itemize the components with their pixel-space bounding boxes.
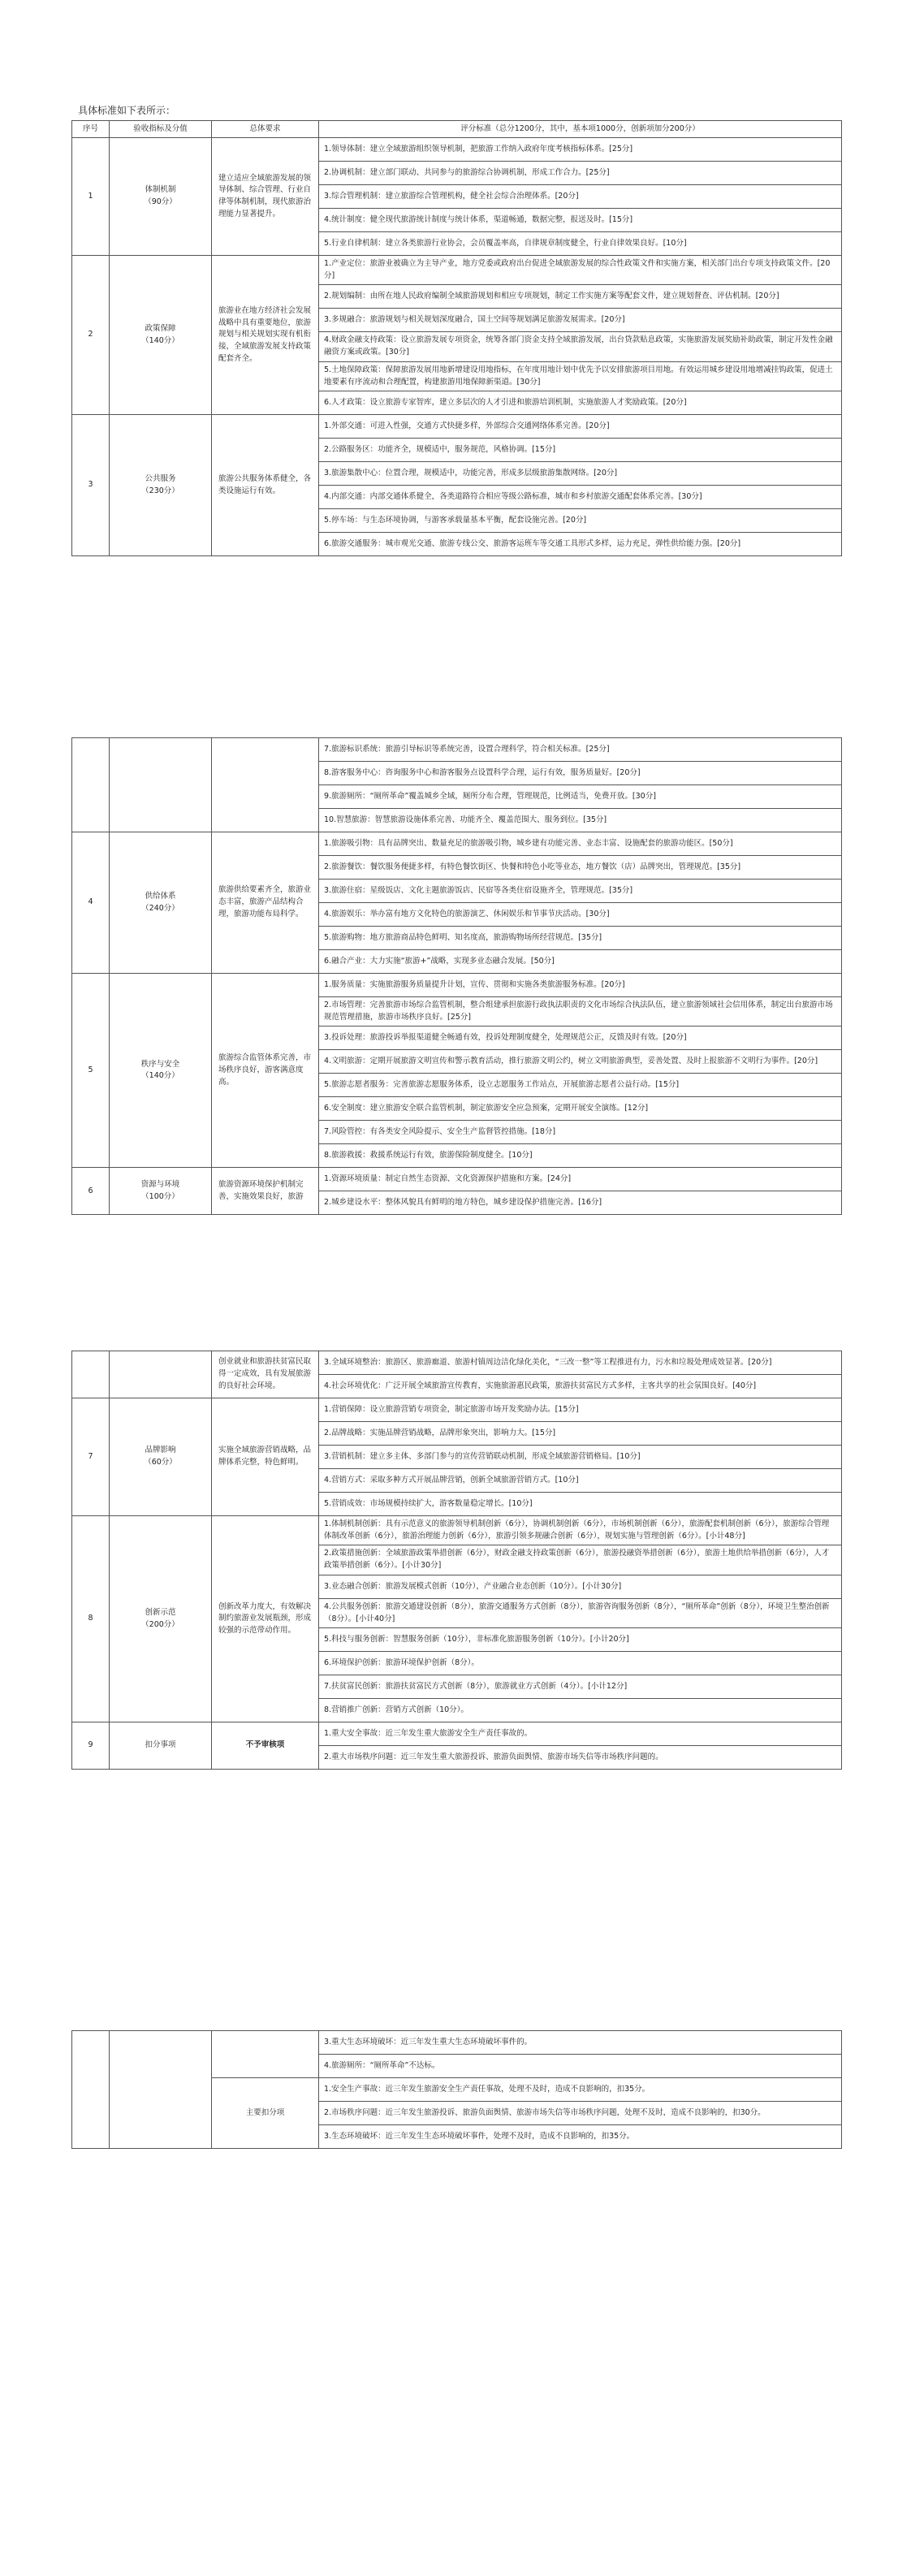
table-row xyxy=(72,832,842,856)
section-score: （100分） xyxy=(141,1191,179,1201)
standard-item: 9.旅游厕所：“厕所革命”覆盖城乡全域，厕所分布合理，管理规范，比例适当，免费开放。[30分] xyxy=(319,785,842,809)
standard-item: 2.公路服务区：功能齐全，规模适中，服务规范，风格协调。[15分] xyxy=(319,439,842,462)
table-row xyxy=(72,1722,842,1746)
section-name xyxy=(110,1168,212,1215)
standard-item: 6.融合产业：大力实施“旅游+”战略，实现多业态融合发展。[50分] xyxy=(319,950,842,974)
standard-item: 4.文明旅游：定期开展旅游文明宣传和警示教育活动，推行旅游文明公约，树立文明旅游典型，妥善处置、及时上报旅游不文明行为事件。[20分] xyxy=(319,1050,842,1074)
standard-item: 1.重大安全事故：近三年发生重大旅游安全生产责任事故的。 xyxy=(319,1722,842,1746)
standard-item: 3.生态环境破坏：近三年发生生态环境破坏事件，处理不及时，造成不良影响的，扣35分。 xyxy=(319,2125,842,2149)
standard-item: 3.重大生态环境破坏：近三年发生重大生态环境破坏事件的。 xyxy=(319,2031,842,2055)
standard-item: 7.扶贫富民创新：旅游扶贫富民方式创新（8分），旅游就业方式创新（4分）。[小计12分] xyxy=(319,1675,842,1699)
section-number: 6 xyxy=(72,1168,110,1215)
standard-item: 1.外部交通：可进入性强，交通方式快捷多样，外部综合交通网络体系完善。[20分] xyxy=(319,415,842,439)
section-name xyxy=(110,256,212,415)
header-cell: 验收指标及分值 xyxy=(110,121,212,138)
continued-cell xyxy=(212,2031,319,2078)
standard-item: 5.科技与服务创新：智慧服务创新（10分），非标准化旅游服务创新（10分）。[小计20分] xyxy=(319,1628,842,1652)
standard-item: 5.旅游志愿者服务：完善旅游志愿服务体系，设立志愿服务工作站点，开展旅游志愿者公益行动。[15分] xyxy=(319,1074,842,1097)
section-summary: 创业就业和旅游扶贫富民取得一定成效，具有发展旅游的良好社会环境。 xyxy=(212,1351,319,1398)
standard-item: 3.营销机制：建立多主体、多部门参与的宣传营销联动机制，形成全域旅游营销格局。[10分] xyxy=(319,1446,842,1469)
standard-item: 5.土地保障政策：保障旅游发展用地新增建设用地指标，在年度用地计划中优先予以安排旅游项目用地。有效运用城乡建设用地增减挂钩政策，促进土地要素有序流动和合理配置，构建旅游用地保障新渠道。[30分] xyxy=(319,361,842,391)
page-title: 具体标准如下表所示： xyxy=(78,105,176,116)
standard-item: 2.城乡建设水平：整体风貌具有鲜明的地方特色，城乡建设保护措施完善。[16分] xyxy=(319,1191,842,1215)
table-row xyxy=(72,1351,842,1375)
section-title: 体制机制 xyxy=(145,185,176,195)
table-row xyxy=(72,2031,842,2055)
standard-item: 6.人才政策：设立旅游专家智库，建立多层次的人才引进和旅游培训机制，实施旅游人才奖励政策。[20分] xyxy=(319,391,842,415)
continued-cell xyxy=(72,2031,110,2149)
section-name xyxy=(110,832,212,974)
section-score: （200分） xyxy=(141,1619,179,1629)
section-number: 3 xyxy=(72,415,110,556)
standard-item: 7.旅游标识系统：旅游引导标识等系统完善，设置合理科学，符合相关标准。[25分] xyxy=(319,738,842,762)
standard-item: 5.行业自律机制：建立各类旅游行业协会，会员覆盖率高，自律规章制度健全，行业自律效果良好。[10分] xyxy=(319,232,842,256)
section-name xyxy=(110,1516,212,1722)
section-summary: 旅游综合监管体系完善，市场秩序良好，游客满意度高。 xyxy=(212,974,319,1168)
section-title: 创新示范 xyxy=(145,1607,176,1617)
standard-item: 8.旅游救援：救援系统运行有效，旅游保险制度健全。[10分] xyxy=(319,1144,842,1168)
standard-item: 3.旅游住宿：星级饭店、文化主题旅游饭店、民宿等各类住宿设施齐全，管理规范。[35分] xyxy=(319,880,842,903)
section-title: 资源与环境 xyxy=(140,1180,180,1190)
section-number: 8 xyxy=(72,1516,110,1722)
table-row xyxy=(72,974,842,997)
standard-item: 2.市场秩序问题：近三年发生旅游投诉、旅游负面舆情、旅游市场失信等市场秩序问题，处理不及时，造成不良影响的，扣30分。 xyxy=(319,2102,842,2125)
section-number: 2 xyxy=(72,256,110,415)
criteria-table-page-4 xyxy=(71,2030,842,2149)
table-row xyxy=(72,738,842,762)
section-title: 秩序与安全 xyxy=(140,1059,180,1069)
section-score: （90分） xyxy=(144,197,177,206)
section-score: （60分） xyxy=(144,1458,177,1467)
table-header-row xyxy=(72,121,842,138)
standard-item: 6.安全制度：建立旅游安全联合监管机制，制定旅游安全应急预案，定期开展安全演练。[12分] xyxy=(319,1097,842,1121)
section-title: 品牌影响 xyxy=(145,1446,176,1455)
standard-item: 4.旅游娱乐：举办富有地方文化特色的旅游演艺、休闲娱乐和节事节庆活动。[30分] xyxy=(319,903,842,927)
standard-item: 8.营销推广创新：营销方式创新（10分）。 xyxy=(319,1699,842,1722)
standard-item: 3.多规融合：旅游规划与相关规划深度融合，国土空间等规划满足旅游发展需求。[20分] xyxy=(319,309,842,332)
standard-item: 4.社会环境优化：广泛开展全域旅游宣传教育，实施旅游惠民政策，旅游扶贫富民方式多样，主客共享的社会氛围良好。[40分] xyxy=(319,1375,842,1398)
header-cell: 评分标准（总分1200分，其中，基本项1000分，创新项加分200分） xyxy=(319,121,842,138)
section-summary: 旅游供给要素齐全，旅游业态丰富，旅游产品结构合理，旅游功能布局科学。 xyxy=(212,832,319,974)
standard-item: 7.风险管控：有各类安全风险提示、安全生产监督管控措施。[18分] xyxy=(319,1121,842,1144)
section-summary: 主要扣分项 xyxy=(212,2078,319,2149)
standard-item: 2.品牌战略：实施品牌营销战略，品牌形象突出，影响力大。[15分] xyxy=(319,1422,842,1446)
standard-item: 1.资源环境质量：制定自然生态资源、文化资源保护措施和方案。[24分] xyxy=(319,1168,842,1191)
standard-item: 3.投诉处理：旅游投诉举报渠道健全畅通有效，投诉处理制度健全，处理规范公正，反馈及时有效。[20分] xyxy=(319,1027,842,1050)
criteria-table-page-3 xyxy=(71,1351,842,1770)
section-summary: 建立适应全域旅游发展的领导体制、综合管理、行业自律等体制机制，现代旅游治理能力显著提升。 xyxy=(212,138,319,256)
section-score: （140分） xyxy=(141,335,179,345)
standard-item: 4.公共服务创新：旅游交通建设创新（8分），旅游交通服务方式创新（8分），旅游咨询服务创新（8分），“厕所革命”创新（8分），环境卫生整治创新（8分）。[小计40分] xyxy=(319,1598,842,1627)
table-row xyxy=(72,1516,842,1545)
section-summary: 创新改革力度大，有效解决制约旅游业发展瓶颈，形成较强的示范带动作用。 xyxy=(212,1516,319,1722)
continued-cell xyxy=(110,738,212,832)
section-title: 供给体系 xyxy=(145,891,176,901)
standard-item: 2.政策措施创新：全域旅游政策举措创新（6分），财政金融支持政策创新（6分），旅游投融资举措创新（6分），旅游土地供给举措创新（6分），人才政策举措创新（6分）。[小计30分] xyxy=(319,1545,842,1575)
continued-cell xyxy=(110,2031,212,2149)
continued-cell xyxy=(72,1351,110,1398)
section-name xyxy=(110,1398,212,1516)
standard-item: 4.内部交通：内部交通体系健全，各类道路符合相应等级公路标准，城市和乡村旅游交通配套体系完善。[30分] xyxy=(319,486,842,509)
standard-item: 3.旅游集散中心：位置合理，规模适中，功能完善，形成多层级旅游集散网络。[20分] xyxy=(319,462,842,486)
standard-item: 4.财政金融支持政策：设立旅游发展专项资金，统筹各部门资金支持全域旅游发展，出台贷款贴息政策，实施旅游发展奖励补助政策，制定开发性金融融资方案或政策。[30分] xyxy=(319,332,842,361)
standard-item: 1.服务质量：实施旅游服务质量提升计划，宣传、贯彻和实施各类旅游服务标准。[20分] xyxy=(319,974,842,997)
section-score: （230分） xyxy=(141,486,179,495)
section-score: （140分） xyxy=(141,1071,179,1081)
section-title: 政策保障 xyxy=(145,323,176,333)
criteria-table-page-2 xyxy=(71,737,842,1215)
standard-item: 6.旅游交通服务：城市观光交通、旅游专线公交、旅游客运班车等交通工具形式多样，运力充足，弹性供给能力强。[20分] xyxy=(319,533,842,556)
section-summary: 实施全域旅游营销战略，品牌体系完整，特色鲜明。 xyxy=(212,1398,319,1516)
section-number: 9 xyxy=(72,1722,110,1770)
section-name: 扣分事项 xyxy=(110,1722,212,1770)
table-row xyxy=(72,138,842,162)
standard-item: 3.业态融合创新：旅游发展模式创新（10分），产业融合业态创新（10分）。[小计30分] xyxy=(319,1575,842,1598)
criteria-table-page-1 xyxy=(71,120,842,556)
continued-cell xyxy=(212,738,319,832)
section-summary: 不予审核项 xyxy=(212,1722,319,1770)
table-row xyxy=(72,1168,842,1191)
standard-item: 5.停车场：与生态环境协调，与游客承载量基本平衡，配套设施完善。[20分] xyxy=(319,509,842,533)
header-cell: 序号 xyxy=(72,121,110,138)
section-name xyxy=(110,138,212,256)
section-name xyxy=(110,415,212,556)
standard-item: 10.智慧旅游：智慧旅游设施体系完善、功能齐全、覆盖范围大、服务到位。[35分] xyxy=(319,809,842,832)
standard-item: 3.全域环境整治：旅游区、旅游廊道、旅游村镇周边洁化绿化美化，“三改一整”等工程推进有力，污水和垃圾处理成效显著。[20分] xyxy=(319,1351,842,1375)
standard-item: 4.旅游厕所：“厕所革命”不达标。 xyxy=(319,2055,842,2078)
standard-item: 2.市场管理：完善旅游市场综合监管机制，整合组建承担旅游行政执法职责的文化市场综合执法队伍，建立旅游领域社会信用体系，制定出台旅游市场规范管理措施，旅游市场秩序良好。[25分] xyxy=(319,997,842,1027)
standard-item: 2.规划编制：由所在地人民政府编制全域旅游规划和相应专项规划，制定工作实施方案等配套文件，建立规划督查、评估机制。[20分] xyxy=(319,285,842,309)
standard-item: 1.营销保障：设立旅游营销专项资金，制定旅游市场开发奖励办法。[15分] xyxy=(319,1398,842,1422)
standard-item: 4.营销方式：采取多种方式开展品牌营销，创新全域旅游营销方式。[10分] xyxy=(319,1469,842,1493)
standard-item: 3.综合管理机制：建立旅游综合管理机构，健全社会综合治理体系。[20分] xyxy=(319,185,842,209)
section-score: （240分） xyxy=(141,903,179,913)
continued-cell xyxy=(72,738,110,832)
table-row xyxy=(72,256,842,285)
continued-cell xyxy=(110,1351,212,1398)
section-summary: 旅游业在地方经济社会发展战略中具有重要地位，旅游规划与相关规划实现有机衔接，全域旅游发展支持政策配套齐全。 xyxy=(212,256,319,415)
standard-item: 1.体制机制创新：具有示范意义的旅游领导机制创新（6分），协调机制创新（6分），市场机制创新（6分），旅游配套机制创新（6分），旅游综合管理体制改革创新（6分），旅游治理能力创新（6分），旅游引领多规融合创新（6分），规划实施与管理创新（6分）。[小计48分] xyxy=(319,1516,842,1545)
standard-item: 2.协调机制：建立部门联动、共同参与的旅游综合协调机制，形成工作合力。[25分] xyxy=(319,162,842,185)
section-number: 4 xyxy=(72,832,110,974)
table-row xyxy=(72,415,842,439)
section-number: 1 xyxy=(72,138,110,256)
table-row xyxy=(72,1398,842,1422)
standard-item: 6.环境保护创新：旅游环境保护创新（8分）。 xyxy=(319,1652,842,1675)
standard-item: 2.重大市场秩序问题：近三年发生重大旅游投诉、旅游负面舆情、旅游市场失信等市场秩序问题的。 xyxy=(319,1746,842,1770)
section-summary: 旅游资源环境保护机制完善，实施效果良好，旅游 xyxy=(212,1168,319,1215)
standard-item: 8.游客服务中心：咨询服务中心和游客服务点设置科学合理，运行有效，服务质量好。[20分] xyxy=(319,762,842,785)
standard-item: 5.营销成效：市场规模持续扩大，游客数量稳定增长。[10分] xyxy=(319,1493,842,1516)
header-cell: 总体要求 xyxy=(212,121,319,138)
standard-item: 1.安全生产事故：近三年发生旅游安全生产责任事故，处理不及时，造成不良影响的，扣35分。 xyxy=(319,2078,842,2102)
standard-item: 1.产业定位：旅游业被确立为主导产业，地方党委或政府出台促进全域旅游发展的综合性政策文件和实施方案，相关部门出台专项支持政策文件。[20分] xyxy=(319,256,842,285)
section-title: 公共服务 xyxy=(145,474,176,484)
standard-item: 2.旅游餐饮：餐饮服务便捷多样，有特色餐饮街区、快餐和特色小吃等业态，地方餐饮（店）品牌突出，管理规范。[35分] xyxy=(319,856,842,880)
standard-item: 4.统计制度：健全现代旅游统计制度与统计体系，渠道畅通，数据完整，报送及时。[15分] xyxy=(319,209,842,232)
standard-item: 5.旅游购物：地方旅游商品特色鲜明、知名度高，旅游购物场所经营规范。[35分] xyxy=(319,927,842,950)
section-name xyxy=(110,974,212,1168)
section-summary: 旅游公共服务体系健全，各类设施运行有效。 xyxy=(212,415,319,556)
standard-item: 1.领导体制：建立全域旅游组织领导机制，把旅游工作纳入政府年度考核指标体系。[25分] xyxy=(319,138,842,162)
section-number: 5 xyxy=(72,974,110,1168)
standard-item: 1.旅游吸引物：具有品牌突出、数量充足的旅游吸引物，城乡建有功能完善、业态丰富、设施配套的旅游功能区。[50分] xyxy=(319,832,842,856)
section-number: 7 xyxy=(72,1398,110,1516)
